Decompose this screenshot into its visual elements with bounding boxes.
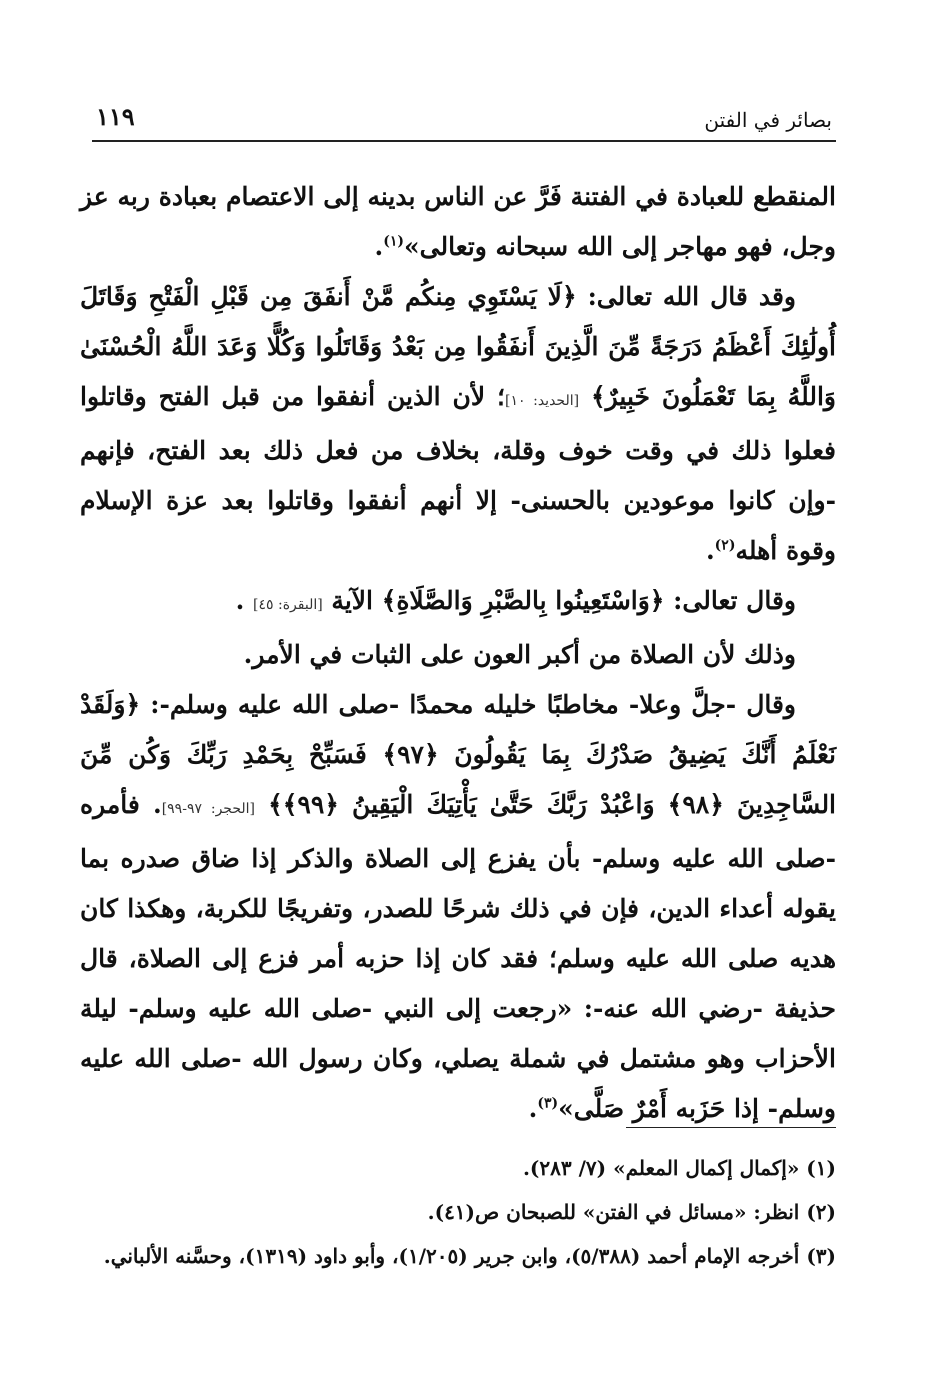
footnote-marker: (١) xyxy=(383,233,405,250)
footnote-divider xyxy=(626,1127,836,1128)
paragraph-tail: . xyxy=(528,1094,538,1123)
footnote-marker: (٣) xyxy=(537,1095,559,1112)
paragraph-3 xyxy=(80,576,836,630)
verse-reference: [الحديد: ١٠] xyxy=(504,393,580,409)
footnote-1: (١) «إكمال إكمال المعلم» (٧/ ٢٨٣). xyxy=(522,1156,836,1180)
footnote-3: (٣) أخرجه الإمام أحمد (٥/٣٨٨)، وابن جرير (١/٢٠٥)، وأبو داود (١٣١٩)، وحسَّنه الألباني. xyxy=(103,1244,836,1268)
footnotes xyxy=(80,1148,836,1280)
paragraph-1 xyxy=(80,172,836,272)
paragraph-text: ؛ لأن الذين أنفقوا من قبل الفتح وقاتلوا فعلوا ذلك في وقت خوف وقلة، بخلاف من فعل ذلك بعد الفتح، فإنهم -وإن كانوا موعودين بالحسنى- إلا أنهم أنفقوا وقاتلوا بعد عزة الإسلام وقوة أهله xyxy=(80,382,836,565)
paragraph-tail: . xyxy=(374,232,384,261)
quran-quote: وقال تعالى: ﴿وَاسْتَعِينُوا بِالصَّبْرِ وَالصَّلَاةِ﴾ الآية xyxy=(331,586,796,615)
paragraph-text: . فأمره -صلى الله عليه وسلم- بأن يفزع إلى الصلاة والذكر إذا ضاق صدره بما يقوله أعداء الدين، فإن في ذلك شرحًا للصدر، وتفريجًا للكربة، وهكذا كان هديه صلى الله عليه وسلم؛ فقد كان إذا حزبه أمر فزع إلى الصلاة، قال حذيفة -رضي الله عنه-: «رجعت إلى النبي -صلى الله عليه وسلم- ليلة الأحزاب وهو مشتمل في شملة يصلي، وكان رسول الله -صلى الله عليه وسلم- إذا حَزَبه أَمْرٌ صَلَّى» xyxy=(80,790,836,1123)
footnote-2: (٢) انظر: «مسائل في الفتن» للصبحان ص(٤١). xyxy=(427,1200,836,1224)
quran-quote: وقد قال الله تعالى: ﴿لَا يَسْتَوِي مِنكُم مَّنْ أَنفَقَ مِن قَبْلِ الْفَتْحِ وَقَاتَلَ أُولَٰئِكَ أَعْظَمُ دَرَجَةً مِّنَ الَّذِينَ أَنفَقُوا مِن بَعْدُ وَقَاتَلُوا وَكُلًّا وَعَدَ اللَّهُ الْحُسْنَىٰ وَاللَّهُ بِمَا تَعْمَلُونَ خَبِيرٌ﴾ xyxy=(80,282,836,411)
footnote-marker: (٢) xyxy=(714,537,736,554)
running-title: بصائر في الفتن xyxy=(704,108,832,132)
paragraph-text: وذلك لأن الصلاة من أكبر العون على الثبات في الأمر. xyxy=(243,640,796,669)
page-header xyxy=(92,94,836,142)
paragraph-text: المنقطع للعبادة في الفتنة فَرَّ عن الناس بدينه إلى الاعتصام بعبادة ربه عز وجل، فهو مهاجر إلى الله سبحانه وتعالى» xyxy=(80,182,836,261)
page-number: ١١٩ xyxy=(96,102,135,131)
verse-reference: [البقرة: ٤٥] xyxy=(253,597,323,613)
paragraph-4 xyxy=(80,630,836,680)
paragraph-tail: . xyxy=(235,586,245,615)
main-text xyxy=(80,172,836,1134)
paragraph-tail: . xyxy=(705,536,715,565)
verse-reference: [الحجر: ٩٧-٩٩] xyxy=(161,801,255,817)
paragraph-5 xyxy=(80,680,836,1134)
paragraph-2 xyxy=(80,272,836,576)
quran-quote: وقال -جلَّ وعلا- مخاطبًا خليله محمدًا -صلى الله عليه وسلم-: ﴿وَلَقَدْ نَعْلَمُ أَنَّكَ يَضِيقُ صَدْرُكَ بِمَا يَقُولُونَ ﴿٩٧﴾ فَسَبِّحْ بِحَمْدِ رَبِّكَ وَكُن مِّنَ السَّاجِدِينَ ﴿٩٨﴾ وَاعْبُدْ رَبَّكَ حَتَّىٰ يَأْتِيَكَ الْيَقِينُ ﴿٩٩﴾﴾ xyxy=(80,690,837,819)
